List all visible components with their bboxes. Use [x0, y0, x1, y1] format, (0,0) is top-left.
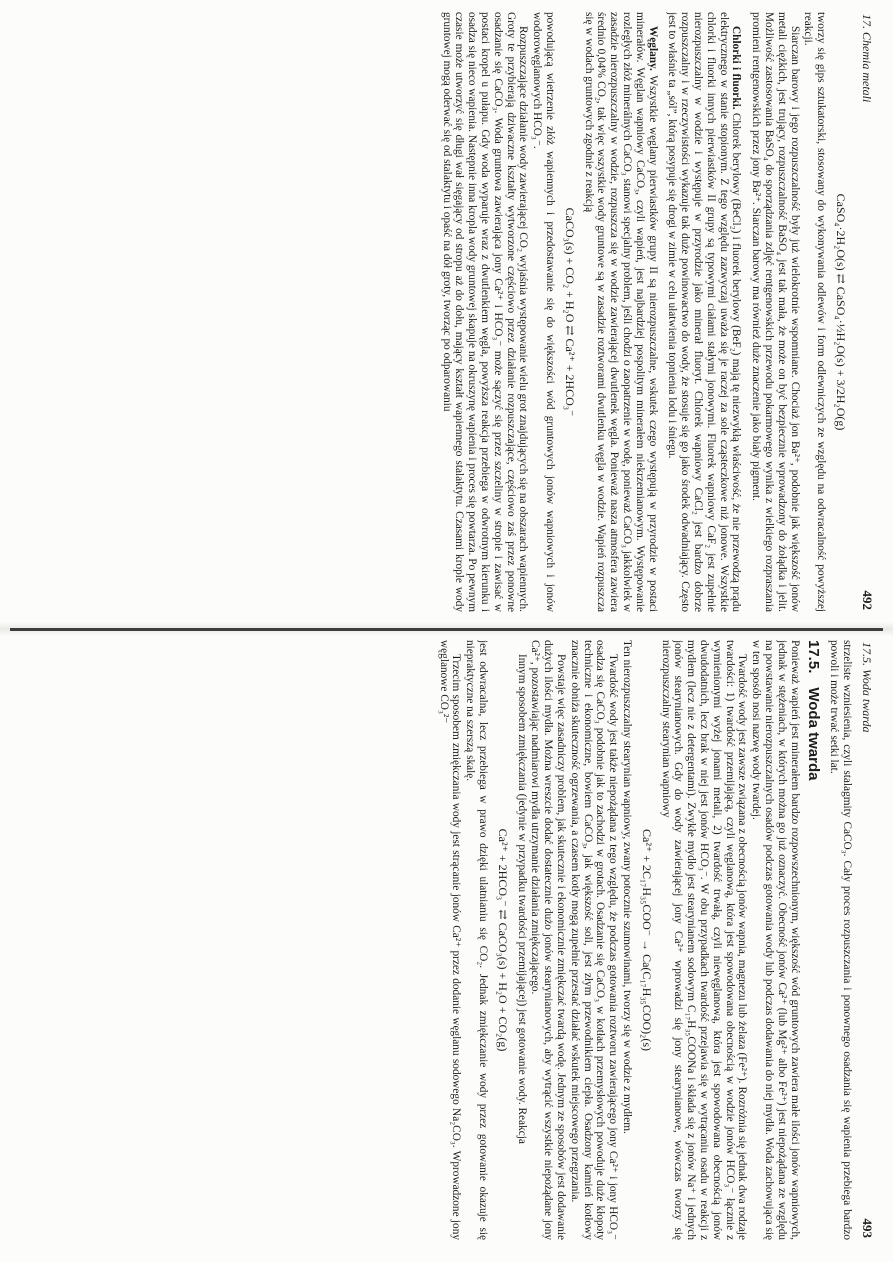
paragraph: Twardość wody jest także niepożądana z tego względu, że podczas gotowania roztworu zawierającego jony Ca²⁺ i jony HCO₃⁻ osadza się CaCO₃ podobnie jak to zachodzi w grotach. Osadzanie się CaCO₃ w kotłach przemysłowych powoduje duże kłopoty techniczne i ekonomiczne, bowiem CaCO₃, jak większość soli, jest złym przewodnikiem ciepła. Osadzony kamień kotłowy znacznie obniża skuteczność ogrzewania, a czasem kotły mogą zupełnie przestać działać wskutek miejscowego przegrzania.: [568, 640, 620, 1240]
paragraph-lead: Węglany.: [646, 26, 659, 71]
running-head: 17. Chemia metali: [860, 14, 874, 103]
paragraph: Siarczan barowy i jego rozpuszczalność były już wielokrotnie wspomniane. Chociaż jon Ba²⁺, podobnie jak większość jonów metali ciężkich, jest trujący, rozpuszczalność BaSO₄ jest tak mała, że może on być bezpiecznie wprowadzony do żołądka i jelit. Możliwość zastosowania BaSO₄ do sporządzania zdjęć rentgenowskich przewodu pokarmowego wynika z wielkiego rozpraszania promieni rentgenowskich przez jony Ba²⁺. Siarczan barowy ma również duże znaczenie jako biały pigment.: [750, 12, 801, 612]
paragraph: Powstaje więc zasadniczy problem, jak skutecznie i ekonomicznie zmiękczać twardą wodę. Jednym ze sposobów jest dodawanie dużych ilości mydła. Można wreszcie dodać dostatecznie dużo jonów stearynianowych, aby wytrącić wszystkie niepożądane jony Ca²⁺, pozostawiając nadmiarowi mydła utrzymanie działania zmiękczającego.: [529, 640, 568, 1240]
equation-stearate: Ca²⁺ + 2C₁₇H₃₅COO⁻ → Ca(C₁₇H₃₅COO)₂(s): [639, 828, 654, 1051]
section-heading: [805, 640, 823, 1240]
page-header: [857, 12, 875, 612]
paragraph: Trzecim sposobem zmiękczania wody jest strącanie jonów Ca²⁺ przez dodanie węglanu sodowego Na₂CO₃. Wprowadzone jony węglanowe CO₃²⁻: [437, 640, 463, 1240]
equation-gypsum: CaSO₄·2H₂O(s) ⇄ CaSO₄·½H₂O(s) + 3/2H₂O(g): [834, 193, 848, 431]
paragraph: Innym sposobem zmiękczania (jedynie w przypadku twardości przemijającej) jest gotowanie wody. Reakcja: [515, 654, 528, 1144]
section-title: Woda twarda: [805, 687, 823, 781]
paragraph: Ponieważ wapień jest minerałem bardzo rozpowszechnionym, większość wód gruntowych zawiera małe ilości jonów wapniowych, jednak w stężeniach, w których można go już oznaczyć. Obecność jonów Ca²⁺ (lub Mg²⁺ albo Fe²⁺) jest niepożądana ze względu na powstawanie nierozpuszczalnych osadów podczas gotowania wody lub podczas dodawania do niej mydła. Woda zachowująca się w ten sposób nosi nazwę wody twardej.: [750, 640, 801, 1240]
paragraph: Ten nierozpuszczalny stearynian wapniowy, zwany potocznie szumowinami, tworzy się w wodzie z mydłem.: [621, 640, 634, 1134]
page-number: 492: [860, 590, 875, 610]
page-492: [0, 12, 875, 612]
page-493: [0, 640, 875, 1240]
page-body: [437, 640, 857, 1240]
section-number: 17.5.: [805, 640, 823, 674]
paragraph-carbonates: [582, 12, 659, 612]
running-head: 17.5. Woda twarda: [860, 642, 874, 733]
paragraph: jest odwracalna, lecz przebiega w prawo dzięki ulatnianiu się CO₂. Jednak zmiękczanie wody przez gotowanie okazuje się niepraktyczne na szerszą skalę.: [464, 640, 490, 1240]
paragraph: tworzy się gips sztukatorski, stosowany do wykonywania odlewów i form odlewniczych ze względu na odwracalność powyższej reakcji.: [802, 12, 828, 612]
page-body: [440, 12, 857, 612]
page-divider: [10, 628, 883, 631]
paragraph: strzeliste wzniesienia, czyli stalagmity CaCO₃. Cały proces rozpuszczania i ponownego osadzania się wapienia przebiega bardzo powoli i może trwać setki lat.: [828, 640, 853, 1240]
paragraph-chlorides: [666, 12, 743, 612]
equation-limestone: CaCO₃(s) + CO₂ + H₂O ⇄ Ca²⁺ + 2HCO₃⁻: [562, 207, 577, 417]
page-header: [857, 640, 875, 1240]
paragraph: Twardość wody jest zawsze związana z obecnością jonów wapnia, magnezu lub żelaza (Fe²⁺). Rozróżnia się jednak dwa rodzaje twardości: 1) twardość przemijającą, czyli węglanową, która jest spowodowana obecnością w wodzie jonów HCO₃⁻ łącznie z wymienionymi wyżej jonami metali, 2) twardość trwałą, czyli niewęglanową, która jest spowodowana obecnością jonów dwudodatnich, lecz brak w niej jest jonów HCO₃⁻. W obu przypadkach twardość przejawia się w wytrącaniu osadu w reakcji z mydłem (lecz nie z detergentami). Zwykłe mydło jest stearynianem sodowym C₁₇H₃₅COONa i składa się z jonów Na⁺ i jednych jonów stearynianowych. Gdy do wody zawierającej jony Ca²⁺ wprowadzi się jony stearynianowe, wówczas tworzy się nierozpuszczalny stearynian wapniowy: [659, 640, 749, 1240]
paragraph-text: Chlorek berylowy (BeCl₂) i fluorek berylowy (BeF₂) mają tę niezwykłą właściwość, że nie przewodzą prądu elektrycznego w stanie stopionym. Z tego względu zazwyczaj uważa się je raczej za sole cząsteczkowe niż jonowe. Wszystkie chlorki i fluorki innych pierwiastków II grupy są typowymi ciałami stałymi jonowymi. Fluorek wapniowy CaF₂ jest zupełnie nierozpuszczalny w wodzie i występuje w przyrodzie jako minerał fluoryt. Chlorek wapniowy CaCl₂ jest bardzo dobrze rozpuszczalny i w rzeczywistości wykazuje tak duże powinowactwo do wody, że stosuje się go jako środek odwadniający. Często jest to właśnie ta „sól”, którą posypuje się drogi w zimie w celu ułatwienia topnienia lodu i śniegu.: [666, 12, 743, 612]
paragraph: Rozpuszczające działanie wody zawierającej CO₂ wyjaśnia występowanie wielu grot znajdujących się na obszarach wapiennych. Groty te przybierają dziwaczne kształty wytworzone częściowo przez działanie rozpuszczające, częściowo zaś przez ponowne osadzanie się CaCO₃. Woda gruntowa zawierająca jony Ca²⁺ i HCO₃⁻ może sączyć się przez szczeliny w stropie i zawisać w postaci kropel u pułapu. Gdy woda wyparuje wraz z dwutlenkiem węgla, powyższa reakcja przebiega w odwrotnym kierunku i osadza się nieco wapienia. Następnie inna kropla wody gruntowej skapuje na okruszynę wapienia i proces się powtarza. Po pewnym czasie może utworzyć się długi wał sięgający od stropu aż do dołu, mający kształt wapiennego stalaktytu. Czasami krople wody gruntowej mogą oderwać się od stalaktytu i opaść na dół groty, tworząc po odparowaniu: [440, 12, 530, 612]
paragraph: powodującą wietrzenie złóż wapiennych i przedostawanie się do większości wód gruntowych jonów wapniowych i jonów wodorowęglanowych HCO₃⁻.: [531, 12, 557, 612]
paragraph-lead: Chlorki i fluorki.: [730, 26, 743, 110]
equation-boiling: Ca²⁺ + 2HCO₃⁻ ⇄ CaCO₃(s) + H₂O + CO₂(g): [495, 828, 510, 1052]
paragraph-text: Wszystkie węglany pierwiastków grupy II są nierozpuszczalne, wskutek czego występują w przyrodzie w postaci minerałów. Węglan wapniowy CaCO₃, czyli wapień, jest najbardziej pospolitym minerałem niekrzemianowym. Występowanie rozległych złóż minerálnych CaCO₃ stanowi specjalny problem, jeśli chodzi o zaopatrzenie w wodę, ponieważ CaCO₃ jakkolwiek w zasadzie nierozpuszczalny w wodzie, rozpuszcza się w wodzie zawierającej dwutlenek węgla. Ponieważ nasza atmosfera zawiera średnio 0,04% CO₂, tak więc wszystkie wody gruntowe są w zasadzie roztworami dwutlenku węgla w wodzie. Wapień rozpuszcza się w wodach gruntowych zgodnie z reakcją: [582, 12, 659, 612]
page-number: 493: [860, 1218, 875, 1238]
